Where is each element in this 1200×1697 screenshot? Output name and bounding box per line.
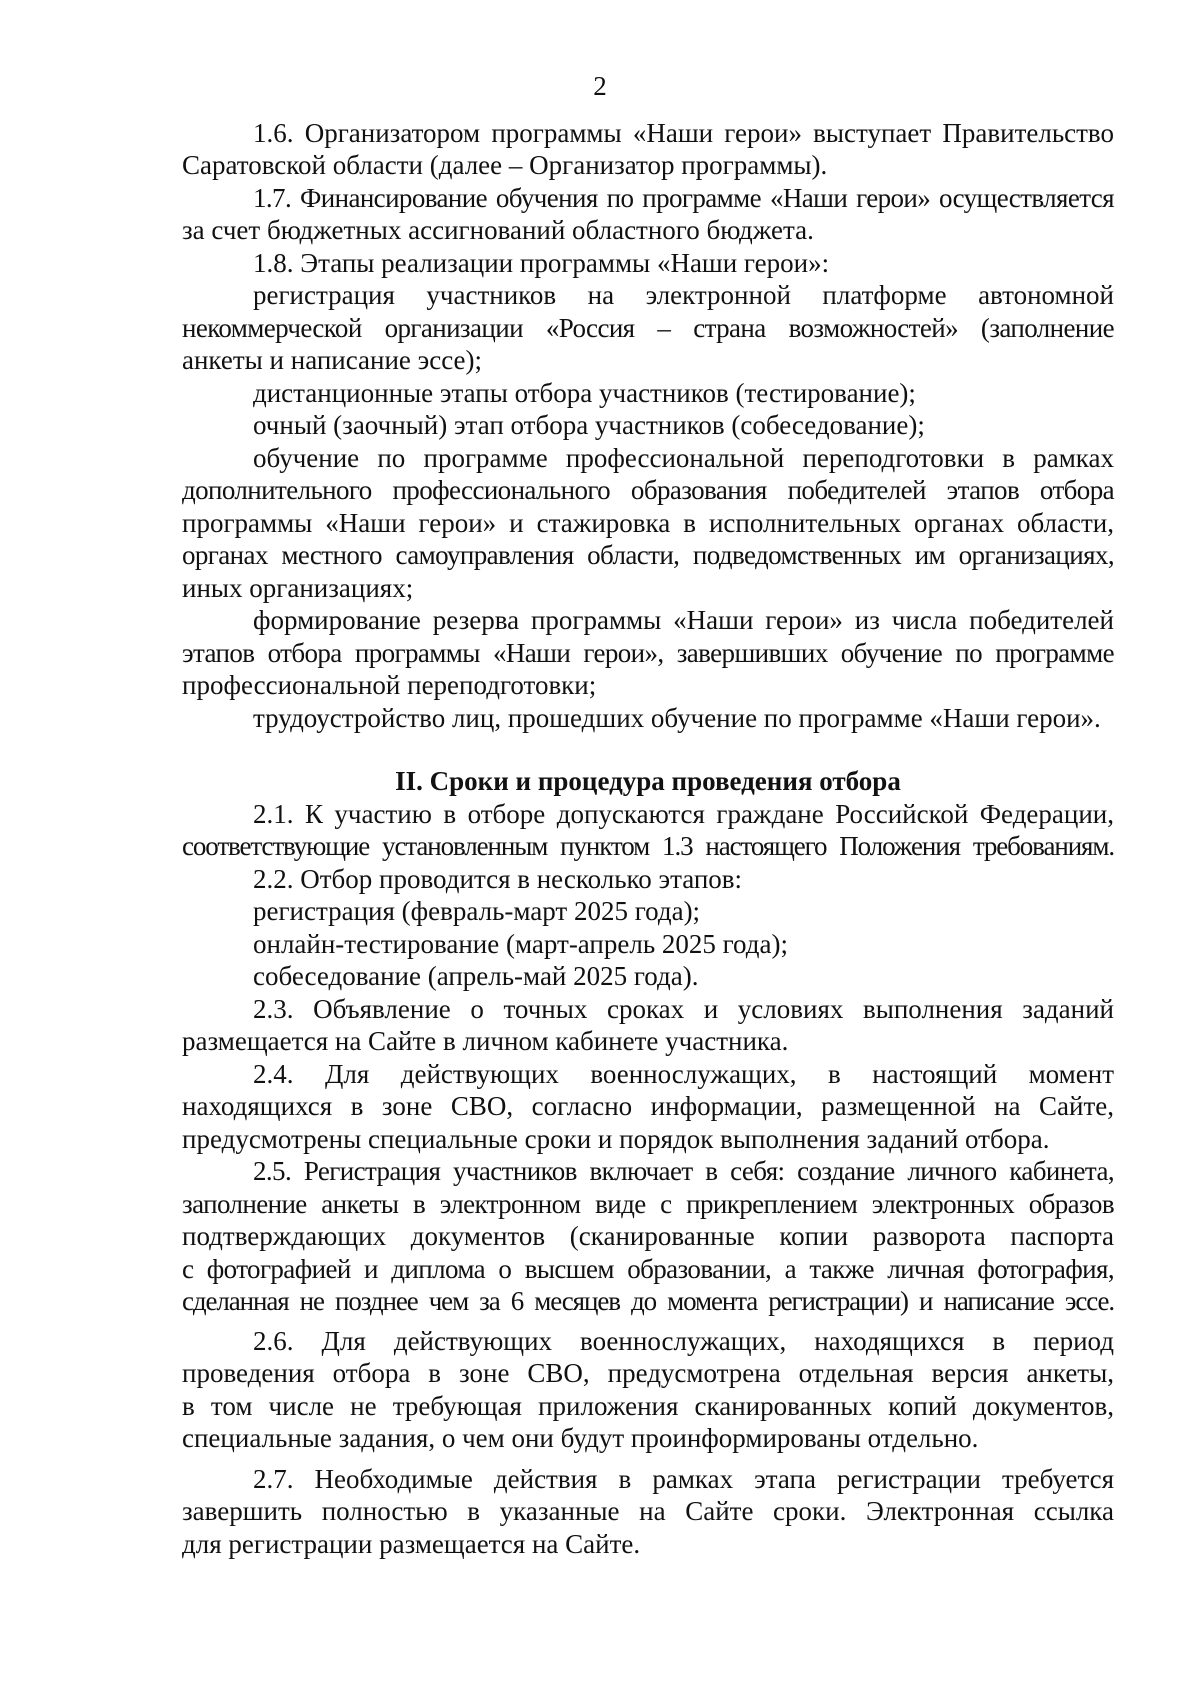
- paragraph-2-5-line-4: с фотографией и диплома о высшем образовании, а также личная фотография,: [182, 1254, 1114, 1284]
- paragraph-1-6-line-1: 1.6. Организатором программы «Наши герои» выступает Правительство: [253, 118, 1114, 148]
- paragraph-2-5-line-2: заполнение анкеты в электронном виде с прикреплением электронных образов: [182, 1189, 1114, 1219]
- stage-reserve-line-3: профессиональной переподготовки;: [182, 670, 597, 700]
- stage-employment: трудоустройство лиц, прошедших обучение по программе «Наши герои».: [253, 703, 1101, 733]
- paragraph-2-2-online-testing: онлайн-тестирование (март-апрель 2025 года);: [253, 929, 788, 959]
- stage-reserve-line-2: этапов отбора программы «Наши герои», завершивших обучение по программе: [182, 638, 1114, 668]
- stage-registration-line-1: регистрация участников на электронной платформе автономной: [253, 280, 1114, 310]
- stage-registration-line-2: некоммерческой организации «Россия – страна возможностей» (заполнение: [182, 313, 1114, 343]
- paragraph-2-4-line-1: 2.4. Для действующих военнослужащих, в настоящий момент: [253, 1059, 1114, 1089]
- paragraph-2-7-line-2: завершить полностью в указанные на Сайте сроки. Электронная ссылка: [182, 1496, 1114, 1526]
- paragraph-2-5-line-1: 2.5. Регистрация участников включает в себя: создание личного кабинета,: [253, 1156, 1114, 1186]
- stage-reserve-line-1: формирование резерва программы «Наши герои» из числа победителей: [253, 605, 1114, 635]
- paragraph-2-5-line-3: подтверждающих документов (сканированные копии разворота паспорта: [182, 1221, 1114, 1251]
- paragraph-2-5-line-5: сделанная не позднее чем за 6 месяцев до момента регистрации) и написание эссе.: [182, 1286, 1114, 1316]
- stage-training-line-4: органах местного самоуправления области, подведомственных им организациях,: [182, 540, 1114, 570]
- paragraph-2-1-line-2: соответствующие установленным пунктом 1.3 настоящего Положения требованиям.: [182, 831, 1114, 861]
- stage-interview: очный (заочный) этап отбора участников (собеседование);: [253, 410, 925, 440]
- paragraph-2-2-registration: регистрация (февраль-март 2025 года);: [253, 896, 701, 926]
- paragraph-1-7-line-1: 1.7. Финансирование обучения по программе «Наши герои» осуществляется: [253, 183, 1114, 213]
- stage-registration-line-3: анкеты и написание эссе);: [182, 345, 483, 375]
- paragraph-1-7-line-2: за счет бюджетных ассигнований областного бюджета.: [182, 215, 814, 245]
- paragraph-2-1-line-1: 2.1. К участию в отборе допускаются граждане Российской Федерации,: [253, 799, 1114, 829]
- paragraph-2-6-line-2: проведения отбора в зоне СВО, предусмотрена отдельная версия анкеты,: [182, 1358, 1114, 1388]
- paragraph-1-6-line-2: Саратовской области (далее – Организатор программы).: [182, 150, 828, 180]
- stage-training-line-3: программы «Наши герои» и стажировка в исполнительных органах области,: [182, 508, 1114, 538]
- paragraph-2-6-line-4: специальные задания, о чем они будут проинформированы отдельно.: [182, 1423, 979, 1453]
- paragraph-2-4-line-2: находящихся в зоне СВО, согласно информации, размещенной на Сайте,: [182, 1091, 1114, 1121]
- paragraph-2-4-line-3: предусмотрены специальные сроки и порядок выполнения заданий отбора.: [182, 1124, 1050, 1154]
- section-heading: II. Сроки и процедура проведения отбора: [395, 766, 901, 796]
- paragraph-2-2-line-1: 2.2. Отбор проводится в несколько этапов:: [253, 864, 743, 894]
- paragraph-2-7-line-3: для регистрации размещается на Сайте.: [182, 1529, 641, 1559]
- paragraph-2-3-line-1: 2.3. Объявление о точных сроках и условиях выполнения заданий: [253, 994, 1114, 1024]
- paragraph-1-8-line-1: 1.8. Этапы реализации программы «Наши герои»:: [253, 248, 830, 278]
- paragraph-2-2-interview: собеседование (апрель-май 2025 года).: [253, 961, 699, 991]
- stage-training-line-1: обучение по программе профессиональной переподготовки в рамках: [253, 443, 1114, 473]
- paragraph-2-6-line-1: 2.6. Для действующих военнослужащих, находящихся в период: [253, 1326, 1114, 1356]
- paragraph-2-6-line-3: в том числе не требующая приложения сканированных копий документов,: [182, 1391, 1114, 1421]
- stage-distance-testing: дистанционные этапы отбора участников (тестирование);: [253, 378, 916, 408]
- stage-training-line-2: дополнительного профессионального образования победителей этапов отбора: [182, 475, 1114, 505]
- page-number: 2: [593, 71, 607, 101]
- paragraph-2-7-line-1: 2.7. Необходимые действия в рамках этапа регистрации требуется: [253, 1464, 1114, 1494]
- paragraph-2-3-line-2: размещается на Сайте в личном кабинете участника.: [182, 1026, 789, 1056]
- stage-training-line-5: иных организациях;: [182, 573, 414, 603]
